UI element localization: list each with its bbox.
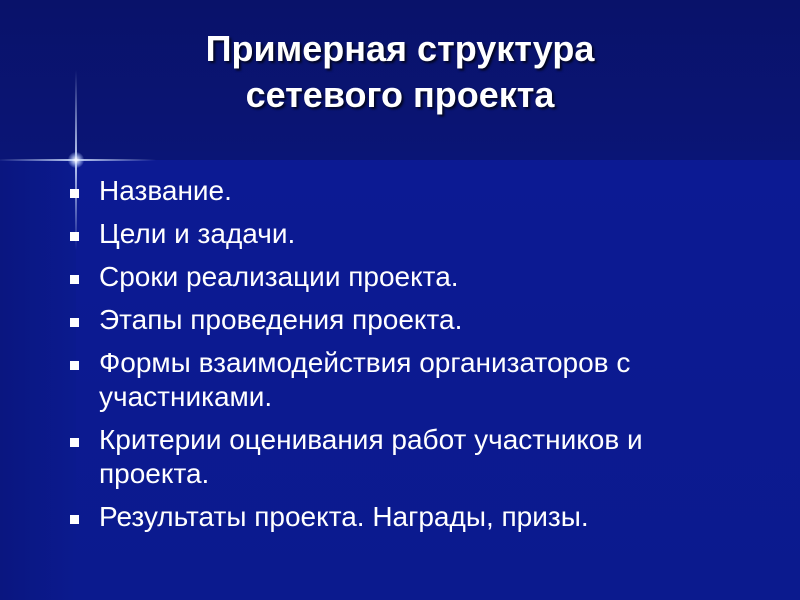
slide-title	[0, 26, 800, 118]
left-band	[0, 160, 76, 600]
bullet-text: Цели и задачи.	[99, 218, 296, 249]
square-bullet-icon	[70, 361, 79, 370]
bullet-item-results	[70, 500, 750, 534]
bullet-list	[70, 174, 750, 543]
bullet-item-name	[70, 174, 750, 208]
bullet-item-stages	[70, 303, 750, 337]
bullet-item-criteria	[70, 423, 750, 491]
bullet-item-timeline	[70, 260, 750, 294]
square-bullet-icon	[70, 275, 79, 284]
bullet-text: Результаты проекта. Награды, призы.	[99, 501, 589, 532]
bullet-text: Этапы проведения проекта.	[99, 304, 463, 335]
square-bullet-icon	[70, 318, 79, 327]
title-line-2: сетевого проекта	[245, 74, 555, 115]
bullet-text: Критерии оценивания работ участников и проекта.	[99, 424, 643, 489]
bullet-item-goals	[70, 217, 750, 251]
square-bullet-icon	[70, 515, 79, 524]
title-line-1: Примерная структура	[205, 28, 595, 69]
bullet-text: Название.	[99, 175, 232, 206]
bullet-text: Сроки реализации проекта.	[99, 261, 459, 292]
square-bullet-icon	[70, 189, 79, 198]
square-bullet-icon	[70, 232, 79, 241]
bullet-item-interaction	[70, 346, 750, 414]
bullet-text: Формы взаимодействия организаторов с участниками.	[99, 347, 631, 412]
square-bullet-icon	[70, 438, 79, 447]
